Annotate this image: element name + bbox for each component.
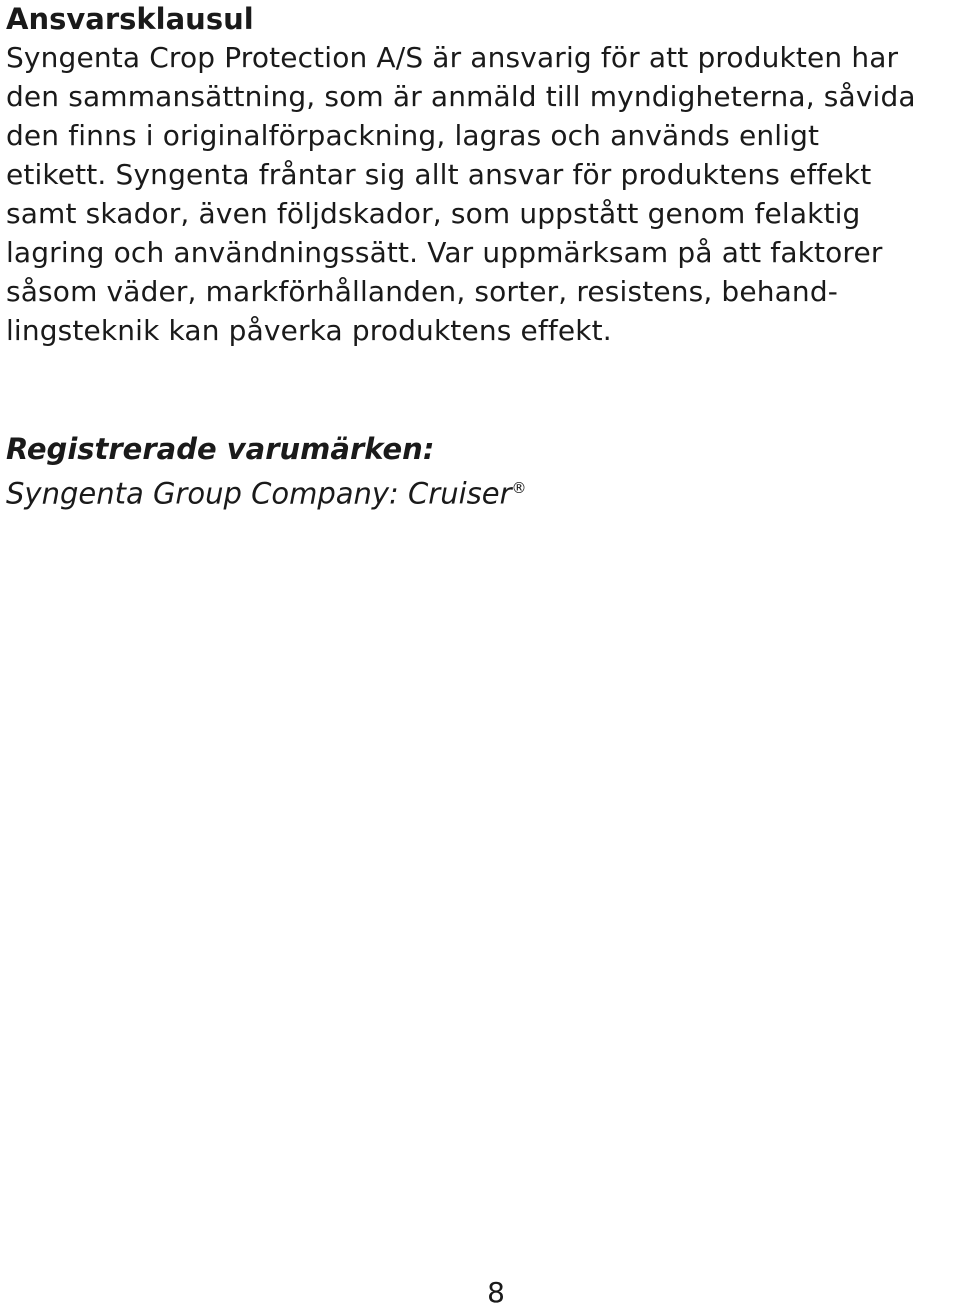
disclaimer-line: etikett. Syngenta fråntar sig allt ansvar för produktens effekt	[6, 158, 872, 191]
disclaimer-heading: Ansvarsklausul	[6, 2, 254, 36]
registered-mark: ®	[511, 479, 527, 497]
disclaimer-line: Syngenta Crop Protection A/S är ansvarig för att produkten har	[6, 41, 899, 74]
trademarks-line	[6, 469, 527, 514]
disclaimer-line: samt skador, även följdskador, som uppstått genom felaktig	[6, 197, 861, 230]
disclaimer-line: såsom väder, markförhållanden, sorter, resistens, behand-	[6, 275, 839, 308]
trademarks-section	[6, 430, 527, 514]
disclaimer-line: den finns i originalförpackning, lagras och används enligt	[6, 119, 820, 152]
trademarks-text: Syngenta Group Company: Cruiser	[6, 476, 512, 511]
disclaimer-line: lingsteknik kan påverka produktens effekt.	[6, 314, 612, 347]
document-page	[6, 0, 946, 350]
page-number: 8	[487, 1276, 505, 1309]
disclaimer-paragraph	[6, 38, 946, 350]
trademarks-heading: Registrerade varumärken:	[6, 432, 435, 466]
disclaimer-line: lagring och användningssätt. Var uppmärksam på att faktorer	[6, 236, 883, 269]
disclaimer-line: den sammansättning, som är anmäld till myndigheterna, såvida	[6, 80, 916, 113]
